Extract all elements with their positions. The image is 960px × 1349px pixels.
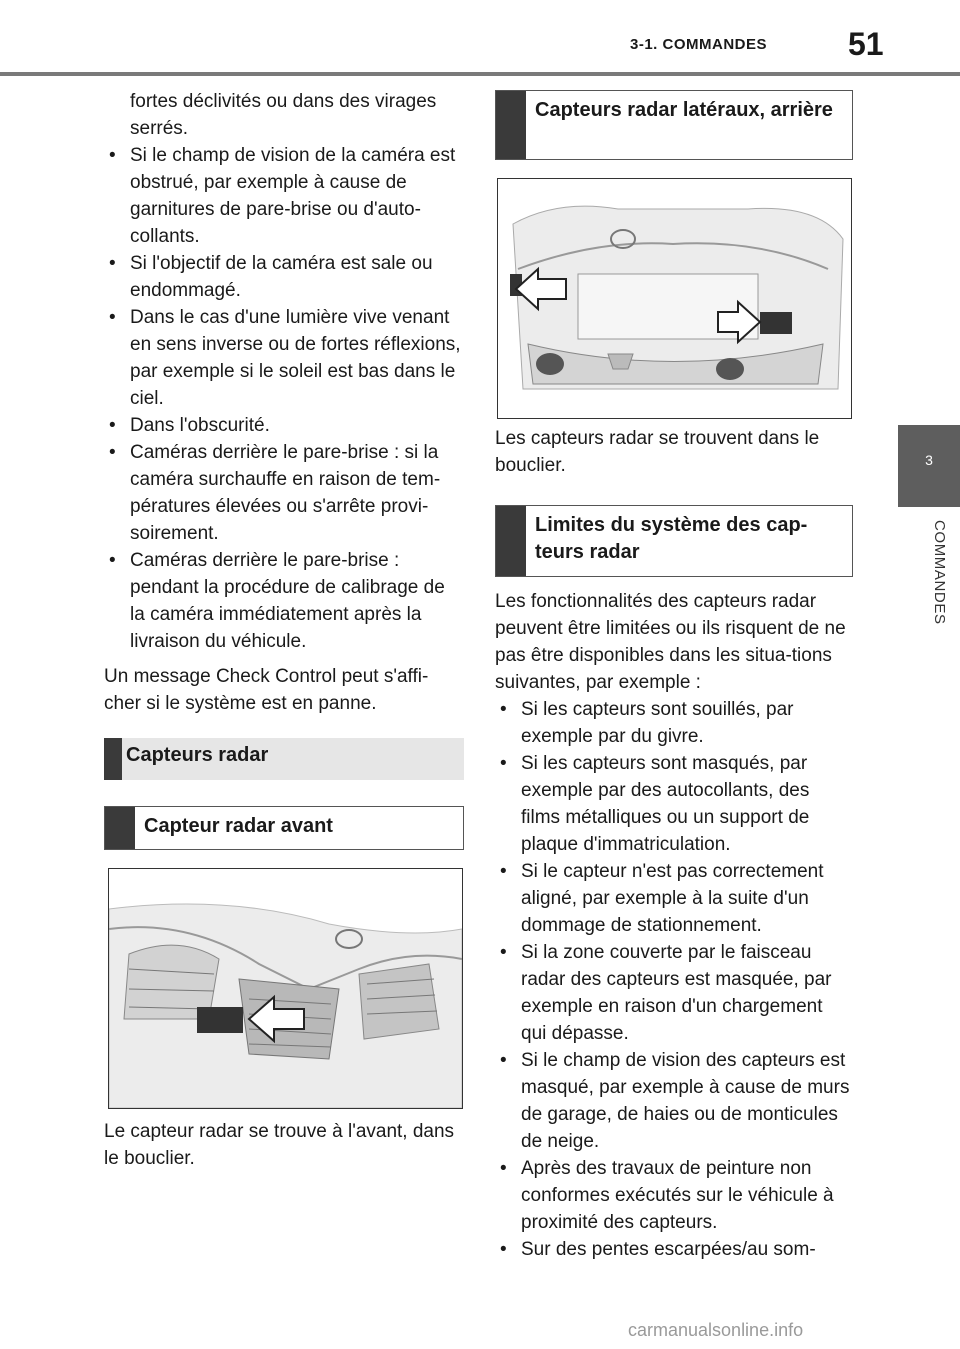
chapter-label: COMMANDES bbox=[931, 520, 948, 625]
rear-caption bbox=[495, 425, 855, 479]
list-item: • Caméras derrière le pare-brise : si la caméra surchauffe en raison de tem-pératures élevées ou s'arrête provi-soirement. bbox=[104, 439, 464, 547]
list-item: • Si les capteurs sont souillés, par exemple par du givre. bbox=[495, 696, 850, 750]
list-item: • Dans le cas d'une lumière vive venant en sens inverse ou de fortes réflexions, par exemple si le soleil est bas dans le ciel. bbox=[104, 304, 464, 412]
list-item: • Sur des pentes escarpées/au som- bbox=[495, 1236, 850, 1263]
list-item: • Si les capteurs sont masqués, par exemple par des autocollants, des films métalliques ou un support de plaque d'immatriculation. bbox=[495, 750, 850, 858]
list-item: • Dans l'obscurité. bbox=[104, 412, 464, 439]
section-heading-radar bbox=[104, 738, 464, 780]
front-caption bbox=[104, 1118, 464, 1172]
subsection-heading-text: Limites du système des cap-teurs radar bbox=[535, 514, 808, 563]
chapter-number: 3 bbox=[925, 452, 933, 468]
subsection-heading-limits bbox=[495, 505, 853, 577]
radar-limits-list bbox=[495, 696, 850, 1263]
heading-bar bbox=[105, 807, 135, 849]
camera-limits-list bbox=[104, 142, 464, 655]
subsection-heading-text: Capteurs radar latéraux, arrière bbox=[535, 99, 833, 121]
rear-caption-text: Les capteurs radar se trouvent dans le bouclier. bbox=[495, 428, 820, 476]
subsection-heading-front bbox=[104, 806, 464, 850]
front-radar-figure bbox=[108, 868, 463, 1109]
list-item: • Si la zone couverte par le faisceau radar des capteurs est masquée, par exemple en raison d'un chargement qui dépasse. bbox=[495, 939, 850, 1047]
subsection-heading-text: Capteur radar avant bbox=[144, 815, 333, 837]
subsection-heading-side-rear bbox=[495, 90, 853, 160]
front-bumper-illustration bbox=[109, 869, 462, 1108]
heading-bar bbox=[496, 506, 526, 576]
continued-text: fortes déclivités ou dans des virages serrés. bbox=[130, 91, 437, 139]
running-header: 3-1. COMMANDES bbox=[630, 36, 768, 53]
list-item: • Après des travaux de peinture non conformes exécutés sur le véhicule à proximité des capteurs. bbox=[495, 1155, 850, 1236]
header-rule bbox=[0, 72, 960, 76]
left-column-text bbox=[104, 88, 464, 717]
list-item: • Si le champ de vision de la caméra est obstrué, par exemple à cause de garnitures de pare-brise ou d'auto-collants. bbox=[104, 142, 464, 250]
list-item: • Si le capteur n'est pas correctement aligné, par exemple à la suite d'un dommage de stationnement. bbox=[495, 858, 850, 939]
front-caption-text: Le capteur radar se trouve à l'avant, dans le bouclier. bbox=[104, 1121, 455, 1169]
limits-intro: Les fonctionnalités des capteurs radar peuvent être limitées ou ils risquent de ne pas être disponibles dans les situa-tions suivantes, par exemple : bbox=[495, 591, 846, 693]
rear-bumper-illustration bbox=[498, 179, 851, 418]
list-item: • Caméras derrière le pare-brise : pendant la procédure de calibrage de la caméra immédiatement après la livraison du véhicule. bbox=[104, 547, 464, 655]
right-column-text bbox=[495, 588, 850, 1263]
list-item: • Si l'objectif de la caméra est sale ou endommagé. bbox=[104, 250, 464, 304]
section-heading-text: Capteurs radar bbox=[126, 744, 269, 766]
check-control-message: Un message Check Control peut s'affi-cher si le système est en panne. bbox=[104, 666, 429, 714]
watermark: carmanualsonline.info bbox=[628, 1320, 804, 1340]
heading-bar bbox=[496, 91, 526, 159]
list-item: • Si le champ de vision des capteurs est masqué, par exemple à cause de murs de garage, de haies ou de monticules de neige. bbox=[495, 1047, 850, 1155]
rear-radar-figure bbox=[497, 178, 852, 419]
page-number: 51 bbox=[848, 26, 884, 62]
